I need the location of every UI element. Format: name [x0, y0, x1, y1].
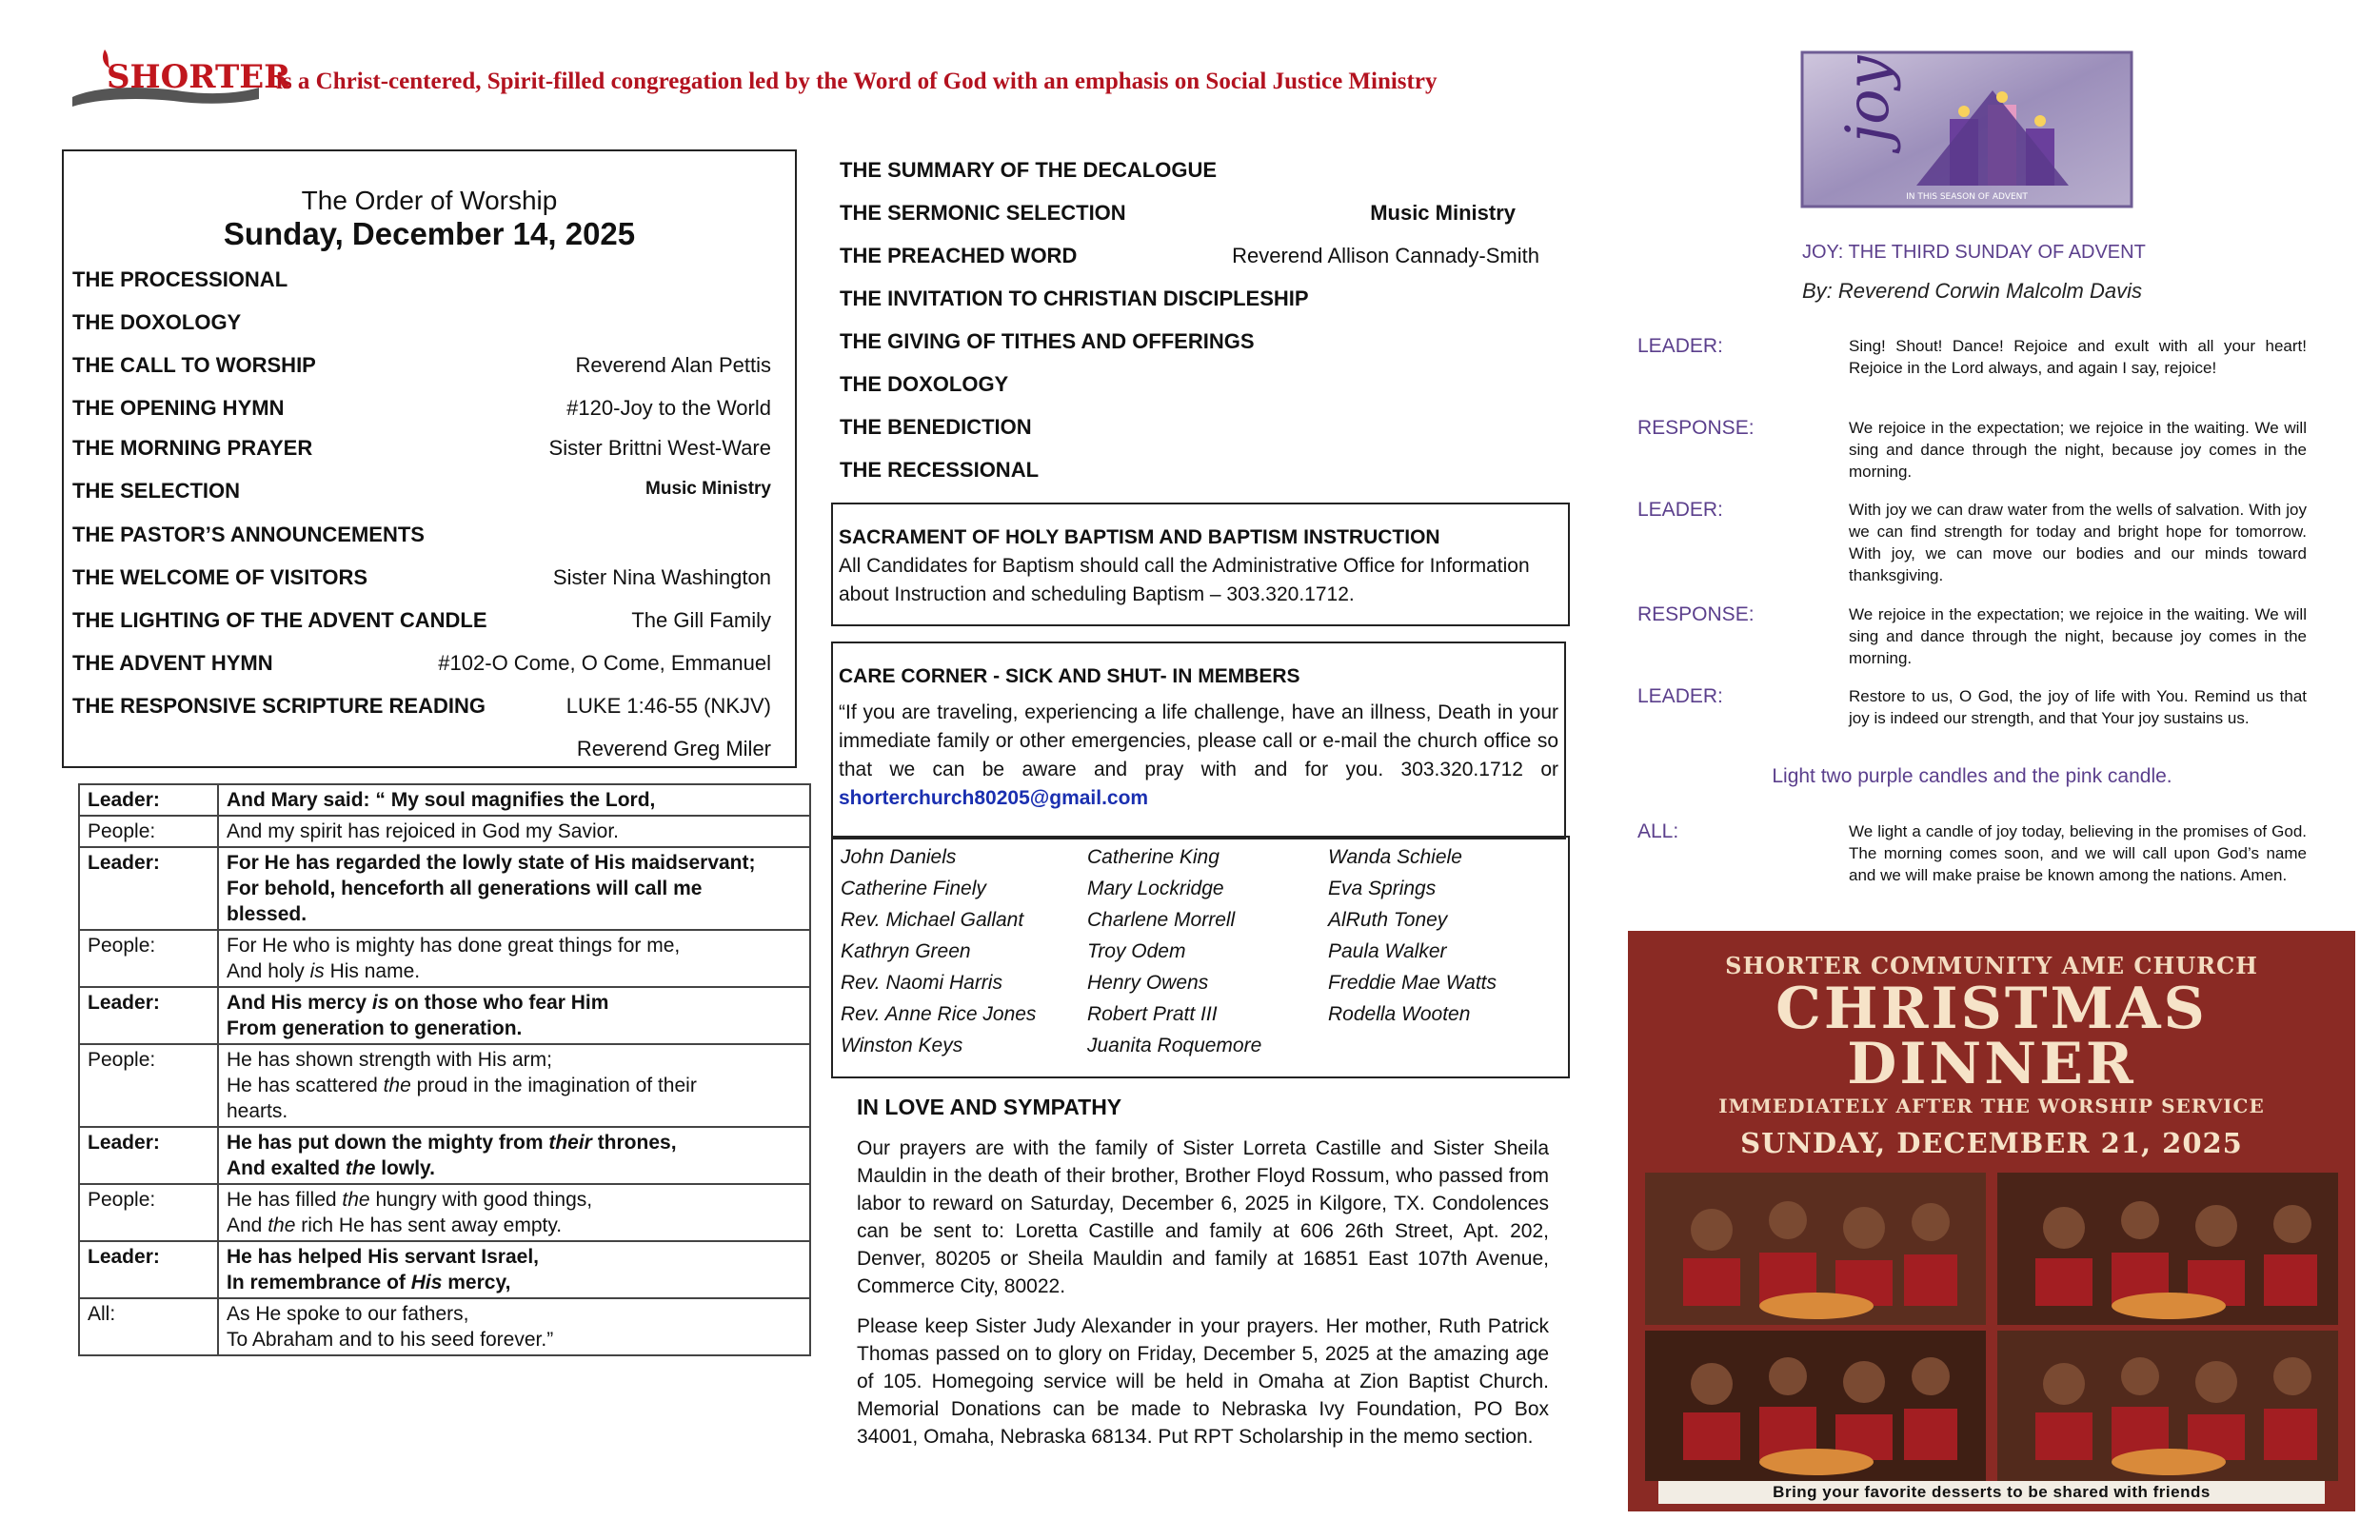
order-item-value: Reverend Alan Pettis: [575, 353, 771, 377]
member-name: Rev. Anne Rice Jones: [841, 1003, 1037, 1025]
reading-line: blessed.: [227, 903, 307, 925]
flyer-church-name: SHORTER COMMUNITY AME CHURCH: [1725, 952, 2258, 979]
reading-line: And exalted the lowly.: [227, 1157, 435, 1179]
reading-line: From generation to generation.: [227, 1017, 523, 1039]
order-item-label: THE ADVENT HYMN: [72, 651, 273, 675]
care-body: “If you are traveling, experiencing a life challenge, have an illness, Death in your immediate family or other emergencies, please call or e-mail the church office so that we can be aware and pray with and for you. 303.320.1712 or: [839, 701, 1558, 780]
litany-speaker: RESPONSE:: [1637, 417, 1755, 439]
order-item: [840, 201, 1539, 229]
care-corner-box: [831, 642, 1566, 839]
order-item-value: Reverend Greg Miler: [576, 737, 771, 760]
order-item-value: Music Ministry: [645, 479, 771, 499]
reading-line: For He has regarded the lowly state of His maidservant;: [227, 852, 756, 874]
order-item: [72, 479, 771, 507]
member-name: Mary Lockridge: [1087, 878, 1224, 899]
reading-text: [218, 784, 810, 816]
names-column-3: [1328, 841, 1497, 1030]
reading-speaker: People:: [79, 1184, 218, 1241]
litany-text: Restore to us, O God, the joy of life with You. Remind us that joy is indeed our strength, and that Your joy sustains us.: [1849, 687, 2307, 727]
litany-speaker: ALL:: [1637, 820, 1679, 842]
reading-text: [218, 1184, 810, 1241]
reading-line: For He who is mighty has done great things for me,: [227, 935, 681, 957]
reading-text: [218, 847, 810, 930]
reading-text: [218, 1127, 810, 1184]
order-item-label: THE SERMONIC SELECTION: [840, 201, 1126, 225]
reading-row: [79, 1241, 810, 1298]
sick-shut-in-names: [831, 836, 1570, 1078]
reading-line: And my spirit has rejoiced in God my Savior.: [227, 820, 620, 842]
order-item: [840, 244, 1539, 272]
order-item-label: THE RECESSIONAL: [840, 458, 1040, 482]
order-item: [840, 158, 1539, 187]
order-item-value: #120-Joy to the World: [566, 396, 771, 420]
member-name: Juanita Roquemore: [1087, 1035, 1262, 1056]
reading-text: [218, 1298, 810, 1355]
reading-line: He has put down the mighty from their thrones,: [227, 1132, 677, 1154]
member-name: Rev. Naomi Harris: [841, 972, 1002, 994]
litany-speaker: LEADER:: [1637, 685, 1723, 707]
order-item-label: THE CALL TO WORSHIP: [72, 353, 316, 377]
litany-text: With joy we can draw water from the wells of salvation. With joy we can find strength for today and bright hope for tomorrow. With joy, we can move our bodies and our minds toward thanksgiving.: [1849, 501, 2307, 584]
member-name: John Daniels: [841, 846, 957, 868]
reading-line: And Mary said: “ My soul magnifies the Lord,: [227, 789, 656, 811]
care-heading: CARE CORNER - SICK AND SHUT- IN MEMBERS: [839, 665, 1300, 687]
order-item-value: LUKE 1:46-55 (NKJV): [565, 694, 771, 718]
order-item-label: THE DOXOLOGY: [72, 310, 242, 334]
order-item-label: THE BENEDICTION: [840, 415, 1032, 439]
names-column-1: [841, 841, 1036, 1061]
member-name: Winston Keys: [841, 1035, 963, 1056]
order-item: [72, 310, 771, 339]
litany-text: We rejoice in the expectation; we rejoice in the waiting. We will sing and dance through the night, because joy comes in the morning.: [1849, 605, 2307, 667]
reading-line: In remembrance of His mercy,: [227, 1272, 511, 1293]
names-column-2: [1087, 841, 1261, 1061]
reading-line: hearts.: [227, 1100, 288, 1122]
order-item-value: The Gill Family: [631, 608, 771, 632]
order-item: [840, 372, 1539, 401]
shorter-logo: [69, 44, 291, 112]
reading-speaker: People:: [79, 816, 218, 847]
reading-row: [79, 987, 810, 1044]
member-name: Freddie Mae Watts: [1328, 972, 1497, 994]
reading-line: And holy is His name.: [227, 960, 421, 982]
reading-row: [79, 1044, 810, 1127]
order-item-label: THE SUMMARY OF THE DECALOGUE: [840, 158, 1218, 182]
baptism-heading: SACRAMENT OF HOLY BAPTISM AND BAPTISM INSTRUCTION: [839, 526, 1440, 548]
order-item: [72, 267, 771, 296]
reading-line: He has filled the hungry with good things,: [227, 1189, 593, 1211]
reading-speaker: People:: [79, 1044, 218, 1127]
member-name: Paula Walker: [1328, 940, 1447, 962]
order-item-value: Music Ministry: [1370, 201, 1516, 225]
order-item-value: Sister Brittni West-Ware: [548, 436, 771, 460]
litany-speaker: RESPONSE:: [1637, 603, 1755, 625]
member-name: Wanda Schiele: [1328, 846, 1462, 868]
order-item-label: THE PASTOR’S ANNOUNCEMENTS: [72, 523, 425, 546]
member-name: Charlene Morrell: [1087, 909, 1236, 931]
reading-speaker: Leader:: [79, 1127, 218, 1184]
litany-text: Sing! Shout! Dance! Rejoice and exult with all your heart! Rejoice in the Lord always, and again I say, rejoice!: [1849, 337, 2307, 377]
order-item: [72, 396, 771, 424]
order-item-label: THE MORNING PRAYER: [72, 436, 313, 460]
order-item: [72, 565, 771, 594]
mission-statement: is a Christ-centered, Spirit-filled congregation led by the Word of God with an emphasis on Social Justice Ministry: [276, 69, 1438, 94]
reading-speaker: Leader:: [79, 784, 218, 816]
advent-author: By: Reverend Corwin Malcolm Davis: [1802, 279, 2142, 303]
reading-text: [218, 1044, 810, 1127]
christmas-dinner-flyer: [1628, 931, 2355, 1511]
order-item: [840, 329, 1539, 358]
order-item-value: Sister Nina Washington: [552, 565, 771, 589]
logo-text: SHORTER: [107, 58, 291, 96]
reading-row: [79, 1298, 810, 1355]
order-item-label: THE SELECTION: [72, 479, 241, 503]
reading-speaker: Leader:: [79, 1241, 218, 1298]
reading-row: [79, 1127, 810, 1184]
order-item: [72, 353, 771, 382]
reading-text: [218, 987, 810, 1044]
reading-line: He has helped His servant Israel,: [227, 1246, 539, 1268]
litany-speaker: LEADER:: [1637, 499, 1723, 521]
flyer-banner: Bring your favorite desserts to be shared with friends: [1658, 1481, 2325, 1504]
order-item: [72, 651, 771, 680]
order-item-label: THE INVITATION TO CHRISTIAN DISCIPLESHIP: [840, 286, 1309, 310]
family-dinner-photos: [1645, 1173, 2338, 1481]
order-item-value: #102-O Come, O Come, Emmanuel: [438, 651, 771, 675]
flyer-date: SUNDAY, DECEMBER 21, 2025: [1740, 1127, 2243, 1159]
member-name: Troy Odem: [1087, 940, 1186, 962]
reading-text: [218, 1241, 810, 1298]
order-item: [72, 737, 771, 765]
baptism-body: All Candidates for Baptism should call the Administrative Office for Information about Instruction and scheduling Baptism – 303.320.1712.: [839, 555, 1530, 605]
reading-speaker: Leader:: [79, 987, 218, 1044]
reading-speaker: Leader:: [79, 847, 218, 930]
flyer-timing: IMMEDIATELY AFTER THE WORSHIP SERVICE: [1718, 1095, 2265, 1117]
advent-joy-image: [1802, 52, 2132, 207]
litany-speaker: LEADER:: [1637, 335, 1723, 357]
order-item-label: THE DOXOLOGY: [840, 372, 1009, 396]
reading-line: To Abraham and to his seed forever.”: [227, 1329, 554, 1351]
order-item-label: THE PREACHED WORD: [840, 244, 1078, 267]
order-title: The Order of Worship: [301, 186, 558, 215]
order-item-label: THE GIVING OF TITHES AND OFFERINGS: [840, 329, 1255, 353]
litany-text: We rejoice in the expectation; we rejoice in the waiting. We will sing and dance through the night, because joy comes in the morning.: [1849, 419, 2307, 481]
member-name: Rodella Wooten: [1328, 1003, 1471, 1025]
joy-image-word: joy: [1833, 55, 1902, 143]
reading-row: [79, 816, 810, 847]
reading-line: He has scattered the proud in the imagination of their: [227, 1075, 697, 1096]
reading-line: As He spoke to our fathers,: [227, 1303, 469, 1325]
reading-line: For behold, henceforth all generations will call me: [227, 878, 703, 899]
order-item-label: THE OPENING HYMN: [72, 396, 285, 420]
care-email-link[interactable]: shorterchurch80205@gmail.com: [839, 787, 1149, 809]
member-name: Henry Owens: [1087, 972, 1209, 994]
advent-title: JOY: THE THIRD SUNDAY OF ADVENT: [1802, 242, 2146, 263]
reading-line: And His mercy is on those who fear Him: [227, 992, 609, 1014]
order-item: [72, 436, 771, 464]
reading-line: He has shown strength with His arm;: [227, 1049, 552, 1071]
sympathy-paragraph-2: Please keep Sister Judy Alexander in your prayers. Her mother, Ruth Patrick Thomas passed on to glory on Friday, December 5, 2025 at the amazing age of 105. Homegoing service will be held in Omaha at Zion Baptist Church. Memorial Donations can be made to Nebraska Ivy Foundation, PO Box 34001, Omaha, Nebraska 68134. Put RPT Scholarship in the memo section.: [857, 1315, 1549, 1448]
member-name: Kathryn Green: [841, 940, 971, 962]
reading-text: [218, 816, 810, 847]
order-item-label: THE RESPONSIVE SCRIPTURE READING: [72, 694, 486, 718]
order-item-value: Reverend Allison Cannady-Smith: [1232, 244, 1539, 267]
order-item: [840, 458, 1539, 486]
reading-row: [79, 930, 810, 987]
member-name: Catherine Finely: [841, 878, 986, 899]
litany-text: We light a candle of joy today, believing in the promises of God. The morning comes soon, and we will call upon God’s name and we will make praise be known among the nations. Amen.: [1849, 822, 2307, 884]
reading-row: [79, 784, 810, 816]
order-item: [840, 286, 1539, 315]
reading-speaker: All:: [79, 1298, 218, 1355]
member-name: Eva Springs: [1328, 878, 1437, 899]
responsive-reading-table: [78, 783, 811, 1356]
order-item: [72, 694, 771, 722]
member-name: Rev. Michael Gallant: [841, 909, 1024, 931]
member-name: Robert Pratt III: [1087, 1003, 1218, 1025]
order-item-label: THE LIGHTING OF THE ADVENT CANDLE: [72, 608, 487, 632]
order-item: [72, 608, 771, 637]
sympathy-heading: IN LOVE AND SYMPATHY: [857, 1095, 1122, 1119]
baptism-box: [831, 503, 1570, 626]
reading-row: [79, 847, 810, 930]
order-date: Sunday, December 14, 2025: [223, 216, 636, 251]
flyer-christmas: CHRISTMAS: [1775, 976, 2208, 1042]
reading-row: [79, 1184, 810, 1241]
order-of-worship-box: [62, 149, 797, 768]
order-item-label: THE PROCESSIONAL: [72, 267, 288, 291]
order-item: [72, 523, 771, 551]
sympathy-paragraph-1: Our prayers are with the family of Sister Lorreta Castille and Sister Sheila Mauldin in the death of their brother, Brother Floyd Rossum, who passed from labor to reward on Saturday, December 6, 2025 in Kilgore, TX. Condolences can be sent to: Loretta Castille and family at 606 26th Street, Apt. 202, Denver, 80205 or Sheila Mauldin and family at 16851 East 107th Avenue, Commerce City, 80022.: [857, 1137, 1549, 1297]
reading-line: And the rich He has sent away empty.: [227, 1214, 563, 1236]
candle-instruction: Light two purple candles and the pink candle.: [1772, 765, 2172, 787]
order-item: [840, 415, 1539, 444]
flyer-dinner: DINNER: [1847, 1031, 2136, 1097]
order-item-label: THE WELCOME OF VISITORS: [72, 565, 368, 589]
member-name: Catherine King: [1087, 846, 1220, 868]
reading-speaker: People:: [79, 930, 218, 987]
member-name: AlRuth Toney: [1328, 909, 1448, 931]
joy-image-caption: IN THIS SEASON OF ADVENT: [1906, 192, 2028, 202]
reading-text: [218, 930, 810, 987]
